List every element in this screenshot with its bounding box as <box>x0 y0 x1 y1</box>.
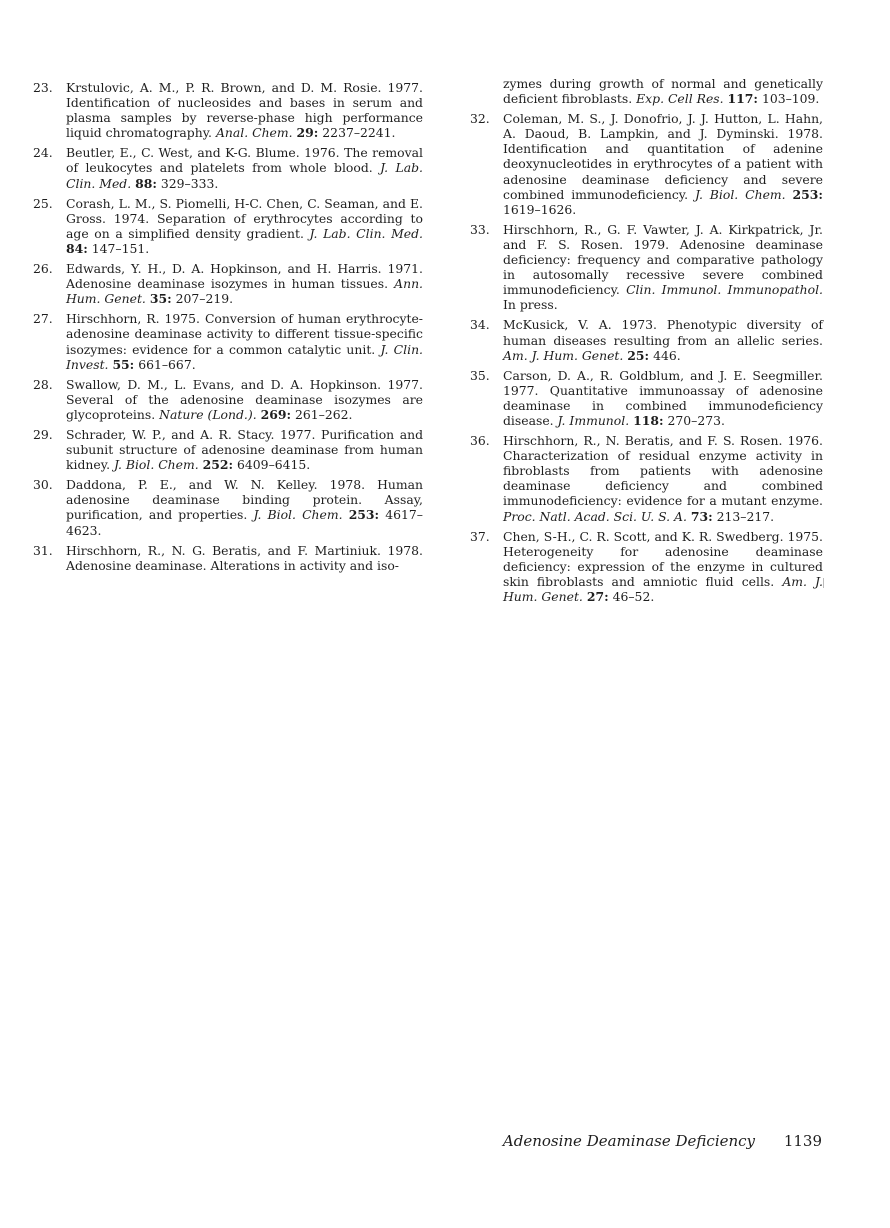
reference-number: 36. <box>470 433 490 449</box>
reference-text: Hirschhorn, R. 1975. Conversion of human erythrocyte-adenosine deaminase activity to different tissue-specific isozymes: evidence for a common catalytic unit. J. Clin. Invest. 55: 661–667. <box>66 311 423 372</box>
reference-text: Krstulovic, A. M., P. R. Brown, and D. M. Rosie. 1977. Identification of nucleosides and bases in serum and plasma samples by reverse-phase high performance liquid chromatography. Anal. Chem. 29: 2237–2241. <box>66 80 423 141</box>
reference-text: Beutler, E., C. West, and K-G. Blume. 1976. The removal of leukocytes and platelets from whole blood. J. Lab. Clin. Med. 88: 329–333. <box>66 145 423 191</box>
reference-number: 30. <box>33 477 53 493</box>
reference-text: Carson, D. A., R. Goldblum, and J. E. Seegmiller. 1977. Quantitative immunoassay of adenosine deaminase in combined immunodeficiency disease. J. Immunol. 118: 270–273. <box>503 367 823 428</box>
margin-mark <box>823 578 824 588</box>
references-left-column <box>33 80 423 578</box>
reference-text: Hirschhorn, R., N. Beratis, and F. S. Rosen. 1976. Characterization of residual enzyme activity in fibroblasts from patients with adenosine deaminase deficiency and combined immunodeficiency: evidence for a mutant enzyme. Proc. Natl. Acad. Sci. U. S. A. 73: 213–217. <box>503 433 823 524</box>
reference-number: 28. <box>33 376 53 392</box>
reference-text: Chen, S-H., C. R. Scott, and K. R. Swedberg. 1975. Heterogeneity for adenosine deaminase deficiency: expression of the enzyme in cultured skin fibroblasts and amniotic fluid cells. Am. J. Hum. Genet. 27: 46–52. <box>503 528 823 604</box>
reference-entry <box>470 76 823 106</box>
reference-number: 33. <box>470 221 490 237</box>
reference-text: Corash, L. M., S. Piomelli, H-C. Chen, C. Seaman, and E. Gross. 1974. Separation of erythrocytes according to age on a simplified density gradient. J. Lab. Clin. Med. 84: 147–151. <box>66 195 423 256</box>
page-number: 1139 <box>783 1132 822 1150</box>
reference-entry <box>33 543 423 573</box>
page-footer <box>503 1132 822 1150</box>
reference-entry <box>33 80 423 140</box>
references-right-column <box>470 76 823 609</box>
reference-text: Coleman, M. S., J. Donofrio, J. J. Hutton, L. Hahn, A. Daoud, B. Lampkin, and J. Dyminski. 1978. Identification and quantitation of adenine deoxynucleotides in erythrocytes of a patient with adenosine deaminase deficiency and severe combined immunodeficiency. J. Biol. Chem. 253: 1619–1626. <box>503 111 823 217</box>
running-title: Adenosine Deaminase Deficiency <box>502 1132 756 1150</box>
reference-text: zymes during growth of normal and genetically deficient fibroblasts. Exp. Cell Res. 117: 103–109. <box>503 76 823 107</box>
reference-entry <box>470 317 823 362</box>
reference-text: Daddona, P. E., and W. N. Kelley. 1978. Human adenosine deaminase binding protein. Assay, purification, and properties. J. Biol. Chem. 253: 4617–4623. <box>66 477 423 538</box>
reference-entry <box>33 427 423 472</box>
reference-number: 37. <box>470 528 490 544</box>
reference-entry <box>33 196 423 256</box>
reference-number: 26. <box>33 261 53 277</box>
reference-number: 35. <box>470 367 490 383</box>
reference-entry <box>470 433 823 524</box>
reference-entry <box>470 222 823 313</box>
reference-entry <box>33 145 423 190</box>
reference-number: 23. <box>33 80 53 95</box>
reference-text: Hirschhorn, R., N. G. Beratis, and F. Martiniuk. 1978. Adenosine deaminase. Alterations in activity and iso- <box>66 542 423 573</box>
reference-entry <box>470 111 823 217</box>
reference-entry <box>470 368 823 428</box>
reference-text: Swallow, D. M., L. Evans, and D. A. Hopkinson. 1977. Several of the adenosine deaminase isozymes are glycoproteins. Nature (Lond.). 269: 261–262. <box>66 376 423 422</box>
reference-entry <box>33 377 423 422</box>
reference-number: 31. <box>33 542 53 558</box>
reference-number: 32. <box>470 111 490 127</box>
reference-text: Edwards, Y. H., D. A. Hopkinson, and H. Harris. 1971. Adenosine deaminase isozymes in human tissues. Ann. Hum. Genet. 35: 207–219. <box>66 261 423 307</box>
reference-number: 34. <box>470 317 490 333</box>
reference-entry <box>470 529 823 604</box>
reference-entry <box>33 311 423 371</box>
reference-text: Hirschhorn, R., G. F. Vawter, J. A. Kirkpatrick, Jr. and F. S. Rosen. 1979. Adenosine deaminase deficiency: frequency and comparative pathology in autosomally recessive severe combined immunodeficiency. Clin. Immunol. Immunopathol. In press. <box>503 221 823 313</box>
reference-number: 25. <box>33 195 53 211</box>
reference-number: 29. <box>33 426 53 442</box>
reference-number: 24. <box>33 145 53 161</box>
reference-entry <box>33 261 423 306</box>
reference-text: McKusick, V. A. 1973. Phenotypic diversity of human diseases resulting from an allelic series. Am. J. Hum. Genet. 25: 446. <box>503 317 823 363</box>
reference-number: 27. <box>33 311 53 327</box>
reference-entry <box>33 477 423 537</box>
reference-text: Schrader, W. P., and A. R. Stacy. 1977. Purification and subunit structure of adenosine deaminase from human kidney. J. Biol. Chem. 252: 6409–6415. <box>66 426 423 473</box>
